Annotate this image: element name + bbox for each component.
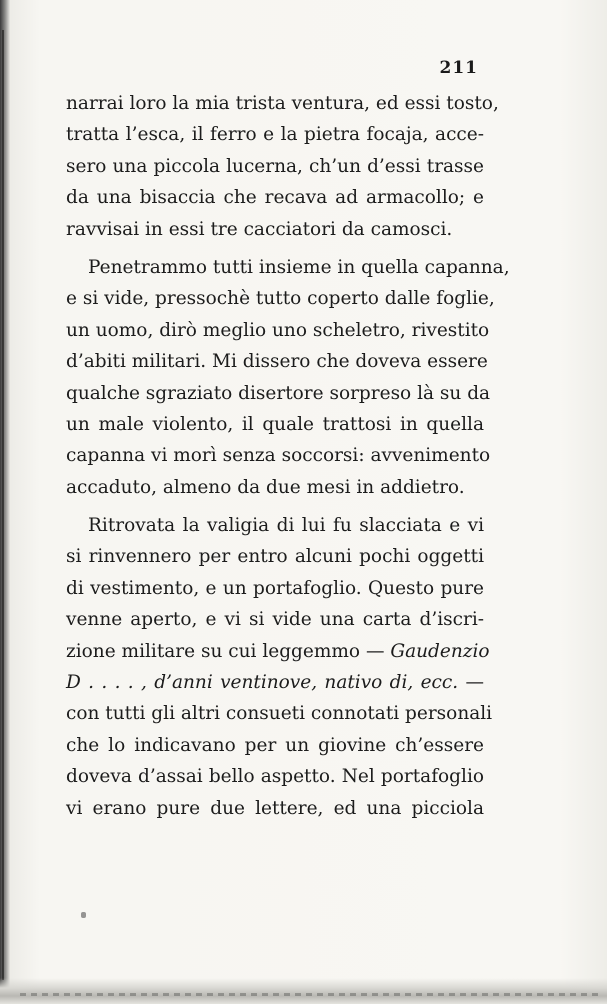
text-line: venne aperto, e vi si vide una carta d’iscri- — [66, 609, 484, 631]
text-line: Ritrovata la valigia di lui fu slacciata e vi — [88, 515, 484, 537]
text-line: un uomo, dirò meglio uno scheletro, rivestito — [66, 319, 490, 341]
scan-streak — [20, 993, 600, 996]
text-line: con tutti gli altri consueti connotati personali — [66, 703, 493, 725]
text-line: accaduto, almeno da due mesi in addietro. — [66, 476, 465, 498]
text-roman: zione militare su cui leggemmo — — [66, 640, 391, 662]
text-line: ravvisai in essi tre cacciatori da camosci. — [66, 218, 453, 240]
page-edge-line — [2, 30, 4, 980]
page-number: 211 — [439, 58, 478, 78]
text-line: che lo indicavano per un giovine ch’essere — [66, 734, 484, 756]
text-line: da una bisaccia che recava ad armacollo; e — [66, 187, 484, 209]
text-line: si rinvennero per entro alcuni pochi oggetti — [66, 546, 484, 568]
text-line: sero una piccola lucerna, ch’un d’essi trasse — [66, 155, 484, 177]
text-line: d’abiti militari. Mi dissero che doveva essere — [66, 351, 488, 373]
text-line: Penetrammo tutti insieme in quella capanna, — [88, 256, 510, 278]
text-italic: Gaudenzio — [390, 640, 490, 662]
ink-speck — [81, 912, 86, 918]
text-line: doveva d’assai bello aspetto. Nel portafoglio — [66, 766, 484, 788]
text-italic: D . . . . , d’anni ventinove, nativo di, ecc. — [66, 672, 459, 694]
text-line: vi erano pure due lettere, ed una picciola — [66, 797, 484, 819]
text-line: un male violento, il quale trattosi in quella — [66, 413, 484, 435]
text-line: qualche sgraziato disertore sorpreso là su da — [66, 382, 491, 404]
text-roman: — — [458, 672, 484, 694]
text-line: capanna vi morì senza soccorsi: avvenimento — [66, 445, 491, 467]
text-line: tratta l’esca, il ferro e la pietra focaja, acce- — [66, 124, 484, 146]
page-bottom-edge — [0, 978, 607, 1004]
text-line — [66, 636, 490, 667]
text-line — [66, 667, 484, 698]
text-line: di vestimento, e un portafoglio. Questo pure — [66, 577, 484, 599]
text-line: e si vide, pressochè tutto coperto dalle foglie, — [66, 288, 495, 310]
text-line: narrai loro la mia trista ventura, ed essi tosto, — [66, 93, 499, 114]
body-text — [66, 88, 510, 824]
